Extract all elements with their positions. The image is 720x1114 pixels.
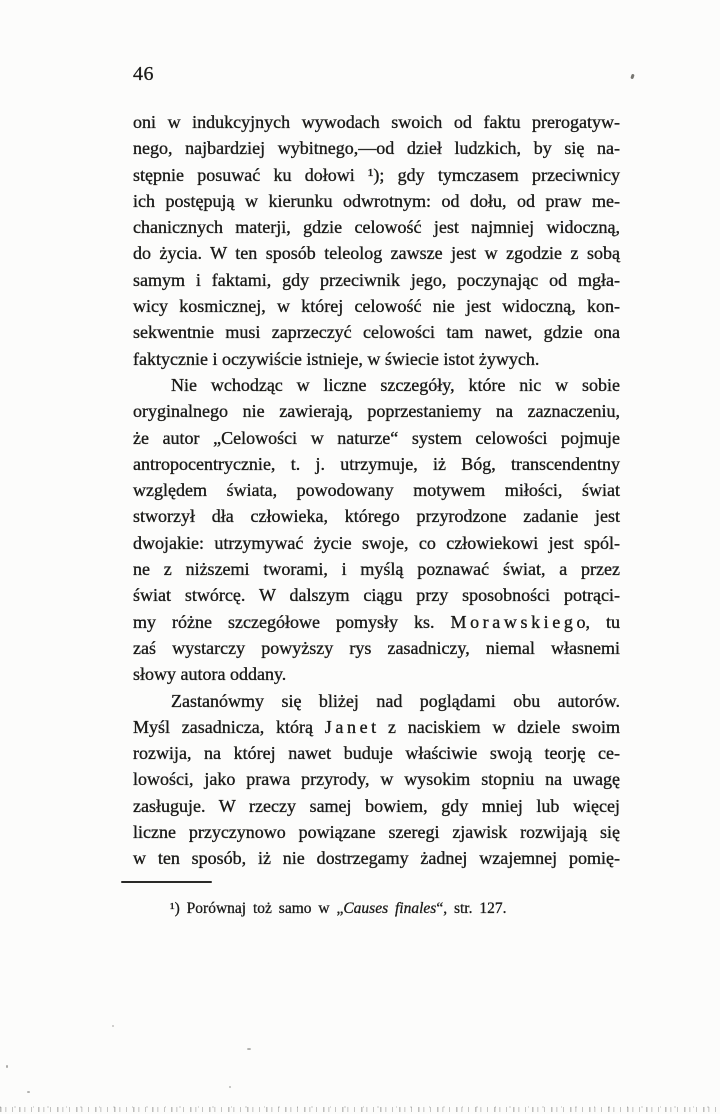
text-line: do życia. W ten sposób teleolog zawsze jest w zgodzie z sobą	[133, 243, 620, 264]
scan-speck	[6, 1065, 8, 1068]
text-line: świat stwórcę. W dalszym ciągu przy sposobności potrąci-	[133, 585, 620, 606]
text-line: zaś wystarczy powyższy rys zasadniczy, niemal własnemi	[133, 637, 620, 658]
text-line: antropocentrycznie, t. j. utrzymuje, iż Bóg, transcendentny	[133, 453, 620, 474]
text-line: nego, najbardziej wybitnego,—od dzieł ludzkich, by się na-	[133, 138, 620, 159]
text-line: rozwija, na której nawet buduje właściwie swoją teorję ce-	[133, 743, 620, 764]
text-line: zasługuje. W rzeczy samej bowiem, gdy mniej lub więcej	[133, 795, 620, 816]
text-line: ich postępują w kierunku odwrotnym: od dołu, od praw me-	[133, 190, 620, 211]
text-line: Myśl zasadnicza, którą J a n e t z naciskiem w dziele swoim	[133, 716, 620, 737]
text-line: Zastanówmy się bliżej nad poglądami obu autorów.	[171, 690, 620, 711]
footnote-text-suffix: “, str. 127.	[436, 900, 507, 917]
page-number: 46	[133, 63, 154, 85]
text-line: stworzył dła człowieka, którego przyrodzone zadanie jest	[133, 506, 620, 527]
text-line: liczne przyczynowo powiązane szeregi zjawisk rozwijają się	[133, 822, 620, 843]
text-line: samym i faktami, gdy przeciwnik jego, poczynając od mgła-	[133, 269, 620, 290]
text-line: w ten sposób, iż nie dostrzegamy żadnej wzajemnej pomię-	[133, 848, 620, 869]
scan-speck	[247, 1048, 251, 1050]
footnote-separator-rule	[121, 881, 212, 883]
text-line: dwojakie: utrzymywać życie swoje, co człowiekowi jest spól-	[133, 532, 620, 553]
text-line: ne z niższemi tworami, i myślą poznawać świat, a przez	[133, 559, 620, 580]
text-line: oryginalnego nie zawierają, poprzestaniemy na zaznaczeniu,	[133, 401, 620, 422]
text-block	[133, 109, 620, 872]
text-line: my różne szczegółowe pomysły ks. M o r a w s k i e g o, tu	[133, 611, 620, 632]
text-line: stępnie posuwać ku dołowi ¹); gdy tymczasem przeciwnicy	[133, 164, 620, 185]
scan-speck	[229, 1086, 231, 1088]
scan-speck	[630, 74, 634, 80]
text-line: sekwentnie musi zaprzeczyć celowości tam nawet, gdzie ona	[133, 322, 620, 343]
text-line: chanicznych materji, gdzie celowość jest najmniej widoczną,	[133, 217, 620, 238]
footnote-text-prefix: ¹) Porównaj toż samo w „	[170, 900, 344, 917]
text-line: słowy autora oddany.	[133, 664, 287, 685]
text-line: lowości, jako prawa przyrody, w wysokim stopniu na uwagę	[133, 769, 620, 790]
text-line: względem świata, powodowany motywem miłości, świat	[133, 480, 620, 501]
scan-speck	[27, 1091, 30, 1093]
text-line: Nie wchodząc w liczne szczegóły, które nic w sobie	[171, 374, 620, 395]
footnote-citation-title: Causes finales	[343, 900, 437, 917]
scan-noise-bottom-edge-faint	[0, 1106, 720, 1108]
text-line: że autor „Celowości w naturze“ system celowości pojmuje	[133, 427, 620, 448]
scan-speck	[112, 1025, 114, 1027]
footnote	[133, 897, 620, 921]
text-line: wicy kosmicznej, w której celowość nie jest widoczną, kon-	[133, 296, 620, 317]
text-line: faktycznie i oczywiście istnieje, w świecie istot żywych.	[133, 348, 540, 369]
text-line: oni w indukcyjnych wywodach swoich od faktu prerogatyw-	[133, 112, 620, 132]
